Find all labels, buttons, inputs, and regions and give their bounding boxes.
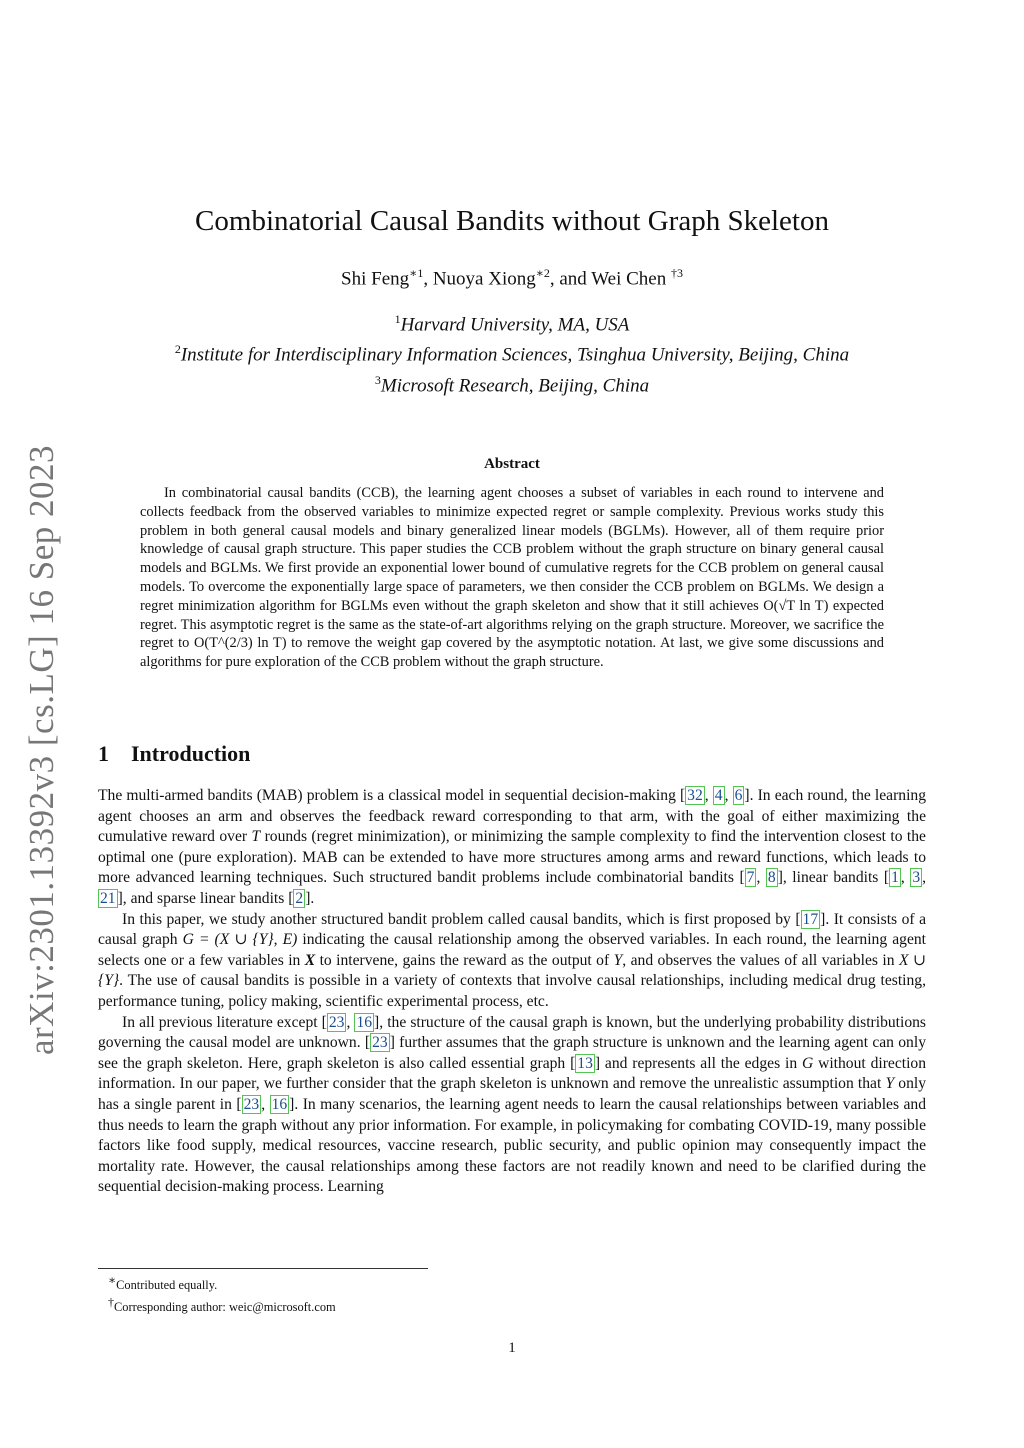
citation-link[interactable]: 23: [328, 1013, 345, 1031]
text-run: ]. It consists of a causal graph: [98, 910, 927, 949]
section-title: Introduction: [131, 741, 251, 766]
text-run: rounds (regret minimization), or minimizing the sample complexity to find the intervention closest to the optimal one (pure exploration). MAB can be extended to have more structures among arms and reward functions, which leads to more advanced learning techniques. Such structured bandit problems include combinatorial bandits [: [98, 828, 926, 887]
text-run: ,: [261, 1095, 270, 1113]
citation-link[interactable]: 2: [295, 889, 304, 907]
footnote-mark: †: [108, 1295, 114, 1310]
citation-link[interactable]: 6: [734, 787, 743, 804]
affiliation-list: [0, 307, 1024, 398]
citation-link[interactable]: 7: [746, 869, 755, 887]
citation-link[interactable]: 1: [891, 869, 899, 887]
footnote-text: Contributed equally.: [116, 1278, 218, 1293]
math-expression: G = (X ∪ {Y}, E): [182, 931, 298, 949]
section-heading: [98, 741, 250, 767]
text-run: In this paper, we study another structured bandit problem called causal bandits, which is first proposed by [: [122, 910, 801, 928]
arxiv-identifier-stamp: [14, 444, 70, 1056]
affiliation: [0, 368, 1024, 398]
affiliation-text: Harvard University, MA, USA: [400, 314, 630, 336]
math-variable: Y: [885, 1075, 895, 1093]
footnote: [108, 1272, 336, 1294]
text-run: only has a single parent in [: [98, 1075, 927, 1113]
author-list: [0, 266, 1024, 290]
text-run: ,: [900, 869, 911, 887]
abstract-heading: Abstract: [484, 456, 540, 472]
text-run: , and observes the values of all variables in: [622, 951, 899, 969]
affiliation-mark: 2: [174, 342, 181, 357]
citation-link[interactable]: 16: [356, 1013, 373, 1031]
citation-link[interactable]: 13: [577, 1054, 593, 1072]
text-run: . The use of causal bandits is possible in a variety of contexts that involve causal relationships, including medical drug testing, performance tuning, policy making, scientific experimental process, etc.: [98, 972, 926, 1010]
math-variable: X: [304, 951, 316, 969]
text-run: ,: [704, 787, 713, 804]
paragraph: [98, 910, 926, 1013]
paragraph: [98, 1013, 926, 1198]
citation-link[interactable]: 23: [243, 1095, 260, 1113]
footnote-divider: [98, 1268, 428, 1269]
abstract-body: In combinatorial causal bandits (CCB), the learning agent chooses a subset of variables in each round to intervene and collects feedback from the observed variables to minimize expected regret or sample complexity. Previous works study this problem in both general causal models and binary generalized linear models (BGLMs). However, all of them require prior knowledge of causal graph structure. This paper studies the CCB problem without the graph structure on binary general causal models and BGLMs. We first provide an exponential lower bound of cumulative regrets for the CCB problem on general causal models. To overcome the exponentially large space of parameters, we then consider the CCB problem on BGLMs. We design a regret minimization algorithm for BGLMs even without the graph skeleton and show that it still achieves O(√T ln T) expected regret. This asymptotic regret is the same as the state-of-art algorithms relying on the graph structure. Moreover, we sacrifice the regret to O(T^(2/3) ln T) to remove the weight gap covered by the asymptotic notation. At last, we give some discussions and algorithms for pure exploration of the CCB problem without the graph structure.: [140, 485, 884, 671]
text-run: ,: [724, 787, 733, 804]
author-separator: ,: [423, 268, 433, 290]
math-expression: X ∪ {Y}: [98, 951, 926, 990]
citation-link[interactable]: 23: [372, 1034, 388, 1052]
text-run: ], the structure of the causal graph is known, but the underlying probability distributions governing the causal model are unknown. [: [98, 1013, 926, 1052]
section-number: 1: [98, 741, 109, 766]
citation-link[interactable]: 4: [714, 787, 723, 804]
text-run: indicating the causal relationship among the observed variables. In each round, the learning agent selects one or a few variables in: [98, 931, 926, 969]
affiliation-text: Microsoft Research, Beijing, China: [380, 374, 650, 396]
text-run: ,: [346, 1013, 355, 1031]
footnotes: [108, 1272, 336, 1316]
author-mark: ∗1: [409, 266, 424, 280]
text-run: ]. In each round, the learning agent chooses an arm and observes the feedback reward corresponding to that arm, with the goal of either maximizing the cumulative reward over: [98, 787, 927, 846]
author-mark: ∗2: [535, 266, 550, 280]
affiliation: [0, 307, 1024, 337]
text-run: ].: [305, 889, 315, 907]
text-run: ], linear bandits [: [777, 869, 890, 887]
author-name: Wei Chen: [591, 268, 671, 290]
text-run: to intervene, gains the reward as the output of: [315, 951, 614, 969]
affiliation: [0, 337, 1024, 367]
affiliation-text: Institute for Interdisciplinary Information Sciences, Tsinghua University, Beijing, China: [180, 344, 850, 366]
author-name: Nuoya Xiong: [432, 268, 536, 290]
text-run: In all previous literature except [: [122, 1013, 327, 1031]
arxiv-identifier-text: arXiv:2301.13392v3 [cs.LG] 16 Sep 2023: [22, 444, 62, 1056]
text-run: ,: [756, 869, 766, 887]
citation-link[interactable]: 21: [100, 889, 116, 907]
page-number: 1: [508, 1340, 516, 1356]
math-variable: T: [251, 828, 261, 846]
affiliation-mark: 3: [374, 372, 381, 387]
citation-link[interactable]: 16: [271, 1095, 288, 1113]
math-variable: Y: [613, 951, 623, 969]
text-run: ], and sparse linear bandits [: [117, 889, 294, 907]
introduction-body: [98, 786, 926, 1198]
math-variable: G: [801, 1054, 814, 1072]
citation-link[interactable]: 8: [767, 869, 776, 887]
text-run: The multi-armed bandits (MAB) problem is a classical model in sequential decision-making [: [98, 787, 686, 804]
author-mark: †3: [670, 266, 683, 280]
text-run: ] and represents all the edges in: [594, 1054, 802, 1072]
paragraph: [98, 786, 926, 910]
paper-title: Combinatorial Causal Bandits without Graph Skeleton: [195, 205, 829, 237]
text-run: ] further assumes that the graph structure is unknown and the learning agent can only see the graph skeleton. Here, graph skeleton is also called essential graph [: [98, 1034, 926, 1072]
affiliation-mark: 1: [394, 312, 401, 326]
citation-link[interactable]: 3: [912, 869, 921, 887]
author-separator: , and: [549, 268, 592, 290]
footnote-mark: ∗: [108, 1273, 117, 1287]
text-run: ,: [922, 869, 927, 887]
text-run: without direction information. In our paper, we further consider that the graph skeleton is unknown and remove the unrealistic assumption that: [98, 1054, 926, 1093]
citation-link[interactable]: 32: [687, 787, 703, 804]
footnote: [108, 1294, 336, 1316]
text-run: ]. In many scenarios, the learning agent needs to learn the causal relationships between variables and thus needs to learn the graph without any prior information. For example, in policymaking for combating COVID-19, many possible factors like food supply, medical resources, vaccine research, public security, and public opinion may consequently impact the mortality rate. However, the causal relationships among these factors are not readily known and need to be clarified during the sequential decision-making process. Learning: [98, 1095, 927, 1196]
citation-link[interactable]: 17: [802, 910, 819, 928]
author-name: Shi Feng: [341, 268, 410, 290]
footnote-text: Corresponding author: weic@microsoft.com: [114, 1300, 336, 1315]
